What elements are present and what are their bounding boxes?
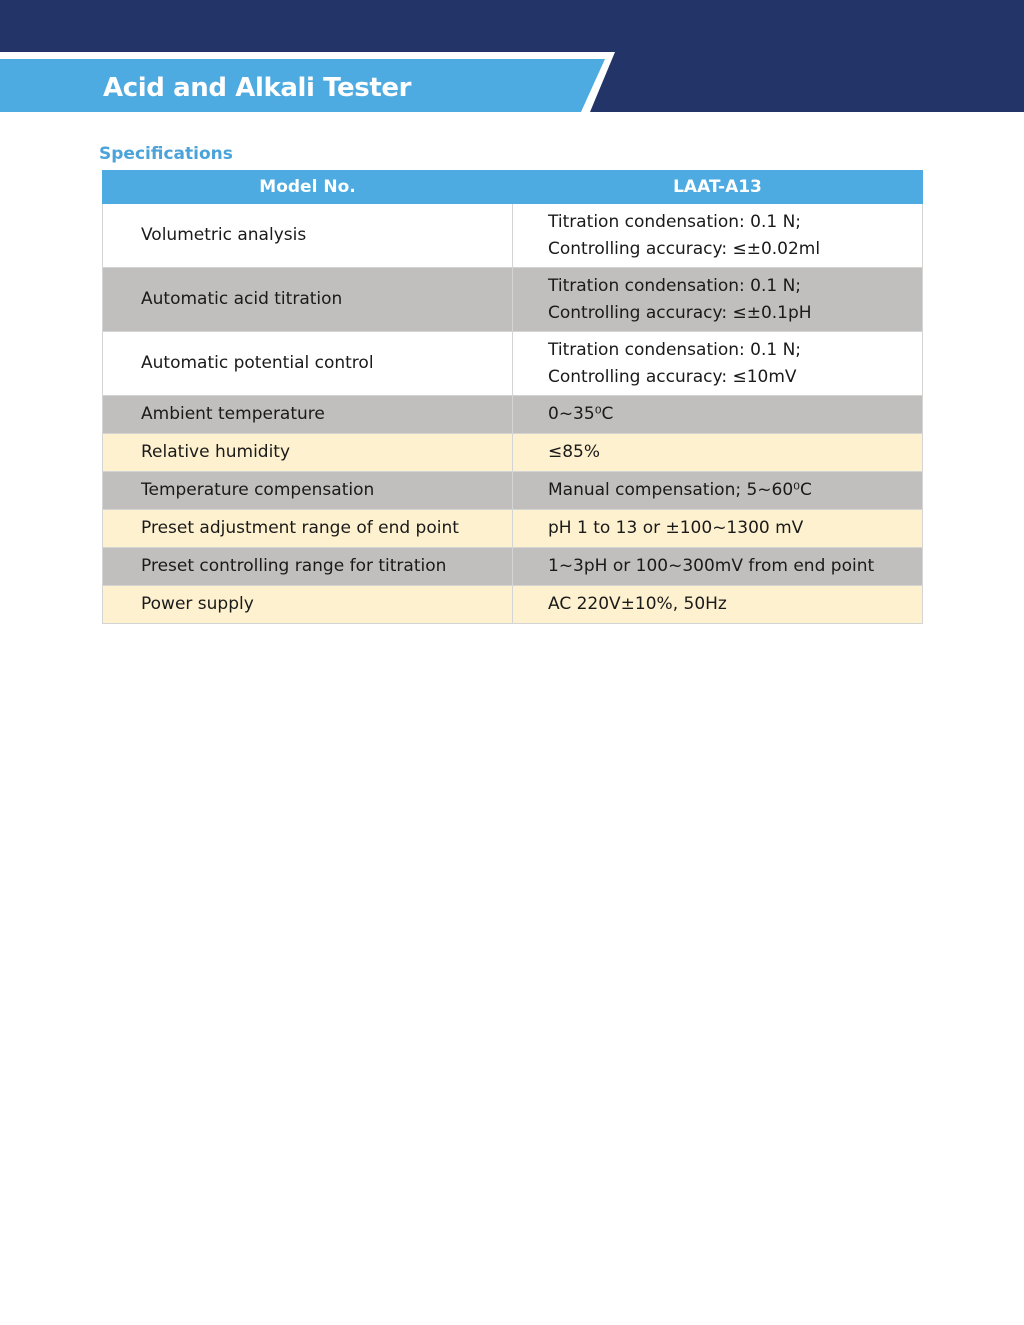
row-value-line: Titration condensation: 0.1 N; [548,339,802,360]
row-value [513,472,923,510]
row-value [513,510,923,548]
row-value [513,332,923,396]
spec-table [102,170,923,624]
row-value-line: AC 220V±10%, 50Hz [548,594,727,614]
table-row [103,472,923,510]
row-value [513,548,923,586]
row-value-line: 0~35⁰C [548,404,614,424]
row-parameter: Power supply [103,586,513,624]
table-row [103,586,923,624]
row-parameter: Preset controlling range for titration [103,548,513,586]
row-value-line: Controlling accuracy: ≤±0.1pH [548,302,812,323]
row-value-line: 1~3pH or 100~300mV from end point [548,556,875,576]
row-value-line: Controlling accuracy: ≤10mV [548,366,797,387]
row-parameter: Automatic acid titration [103,268,513,332]
row-value [513,396,923,434]
row-parameter: Ambient temperature [103,396,513,434]
table-row [103,548,923,586]
table-row [103,268,923,332]
row-value-line: Manual compensation; 5~60⁰C [548,480,812,500]
row-value [513,204,923,268]
row-value-line: Controlling accuracy: ≤±0.02ml [548,238,821,259]
row-value-line: Titration condensation: 0.1 N; [548,275,802,296]
row-parameter: Automatic potential control [103,332,513,396]
row-value [513,434,923,472]
row-value-line: Titration condensation: 0.1 N; [548,211,802,232]
spec-table-header-row [103,171,923,204]
column-header-model-label: Model No. [103,171,513,204]
page-title: Acid and Alkali Tester [103,73,412,103]
table-row [103,510,923,548]
row-parameter: Relative humidity [103,434,513,472]
row-value [513,586,923,624]
section-title: Specifications [99,144,233,164]
row-value-line: pH 1 to 13 or ±100~1300 mV [548,518,804,538]
row-parameter: Volumetric analysis [103,204,513,268]
row-value-line: ≤85% [548,442,601,462]
table-row [103,434,923,472]
row-parameter: Preset adjustment range of end point [103,510,513,548]
row-parameter: Temperature compensation [103,472,513,510]
table-row [103,332,923,396]
table-row [103,204,923,268]
column-header-model-value: LAAT-A13 [513,171,923,204]
row-value [513,268,923,332]
table-row [103,396,923,434]
